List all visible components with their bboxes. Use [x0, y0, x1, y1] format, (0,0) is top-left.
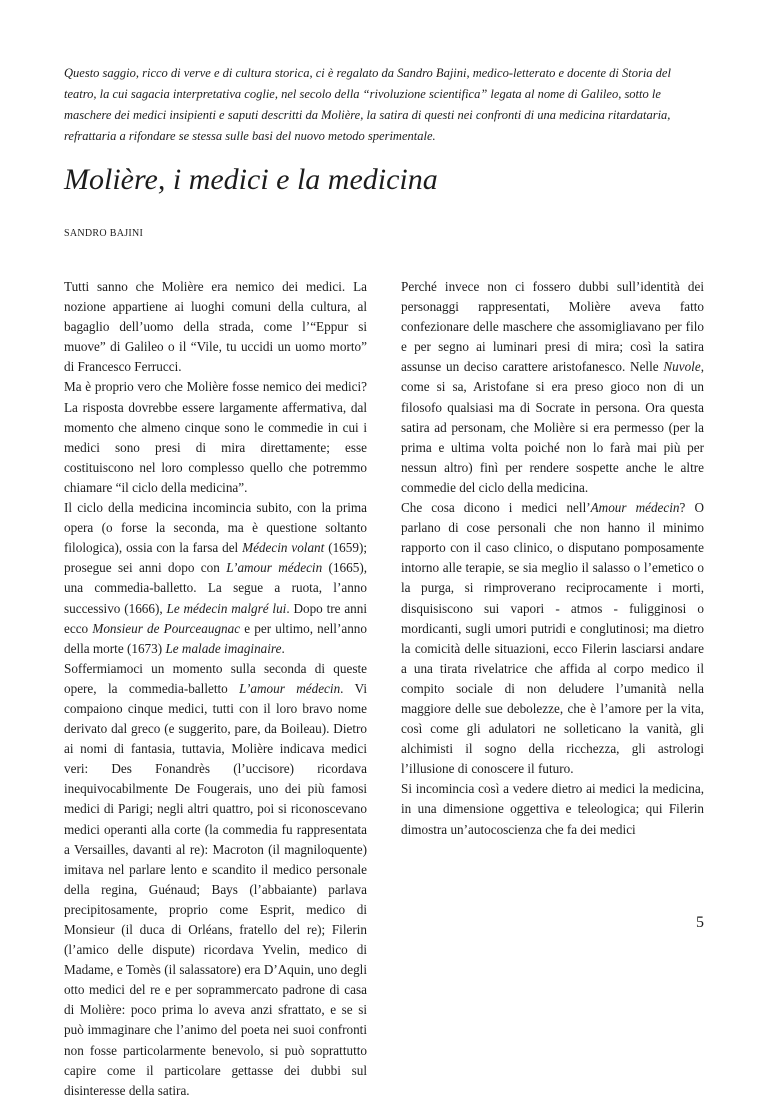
- work-title: Nuvole: [663, 359, 701, 375]
- work-title: Le malade imaginaire: [165, 640, 282, 656]
- text-run: , come si sa, Aristofane si era preso gioco non di un filosofo qualsiasi ma di Socrate in persona. Ora questa satira ad personam, che Molière si era permesso (per la prima e ultima volta poiché non lo farà mai più per nessun altro) finì per rendere sospette anche le altre commedie del ciclo della medicina.: [401, 359, 704, 495]
- work-title: Le médecin malgré lui: [166, 600, 287, 616]
- text-column-left: [64, 277, 367, 1101]
- text-run: Il ciclo della medicina incomincia subito, con la prima opera (o forse la seconda, ma è questione soltanto filologica), ossia con la farsa del: [64, 500, 367, 556]
- paragraph-1: Tutti sanno che Molière era nemico dei medici. La nozione appartiene ai luoghi comuni della cultura, al bagaglio dell’uomo della strada, come l’“Eppur si muove” di Galileo o il “Vile, tu uccidi un uomo morto” di Francesco Ferrucci.: [64, 279, 367, 375]
- text-run: .: [281, 640, 285, 656]
- author-name: SANDRO BAJINI: [64, 228, 144, 239]
- text-run: (1659); prosegue sei anni dopo con: [64, 540, 368, 576]
- paragraph-2: Ma è proprio vero che Molière fosse nemico dei medici? La risposta dovrebbe essere largamente affermativa, dal momento che almeno cinque sono le commedie in cui i medici sono presi di mira direttamente; esse costituiscono nel loro complesso quello che potremmo chiamare “il ciclo della medicina”.: [64, 379, 367, 495]
- text-run: ? O parlano di cose personali che non hanno il minimo rapporto con il caso clinico, o disputano pomposamente intorno alle terapie, se sia meglio il salasso o l’emetico o la purga, si rimproverano reciprocamente i morti, disquisiscono sui vapori - atmos - fuligginosi o mordicanti, sugli umori putridi e conglutinosi; ma dietro la comicità delle situazioni, ecco Filerin lasciarsi andare a una tirata rivelatrice che affida al corpo medico il compito sociale di non deludere l’umanità nella maggiore delle sue debolezze, che è l’amore per la vita, così come gli adulatori ne solleticano la vanità, gli alchimisti il sogno della ricchezza, gli astrologi l’illusione di conoscere il futuro.: [401, 500, 704, 777]
- paragraph-3: [64, 498, 367, 659]
- page-number: 5: [696, 914, 704, 931]
- text-run: Che cosa dicono i medici nell’: [401, 500, 591, 516]
- paragraph-5: [401, 277, 704, 498]
- work-title: L’amour médecin: [239, 680, 341, 696]
- work-title: L’amour médecin: [226, 560, 323, 576]
- paragraph-4: [64, 659, 367, 1101]
- text-run: . Dopo tre anni ecco: [64, 600, 368, 636]
- article-title: Molière, i medici e la medicina: [64, 163, 438, 196]
- work-title: Médecin volant: [242, 540, 325, 556]
- work-title: Amour médecin: [590, 500, 680, 516]
- paragraph-6: [401, 498, 704, 779]
- text-run: Perché invece non ci fossero dubbi sull’identità dei personaggi rappresentati, Molière aveva fatto confezionare delle maschere che assomigliavano per filo e per segno ai luminari presi di mira; così la satira assunse un deciso carattere aristofanesco. Nelle: [401, 279, 704, 375]
- text-run: e per ultimo, nell’anno della morte (1673): [64, 620, 367, 656]
- paragraph-7: Si incomincia così a vedere dietro ai medici la medicina, in una dimensione oggettiva e teleologica; qui Filerin dimostra un’autocoscienza che fa dei medici: [401, 781, 704, 837]
- text-run: (1665), una commedia-balletto. La segue a ruota, l’anno successivo (1666),: [64, 560, 368, 616]
- text-run: . Vi compaiono cinque medici, tutti con il loro bravo nome derivato dal greco (e suggerito, pare, da Boileau). Dietro ai nomi di fantasia, tuttavia, Molière indicava medici veri: Des Fonandrès (l’uccisore) ricordava inequivocabilmente De Fougerais, uno dei più famosi medici di Parigi; negli altri quattro, poi si riconoscevano medici operanti alla corte (la commedia fu rappresentata a Versailles, davanti al re): Macroton (il magniloquente) imitava nel parlare lento e scandito il medico personale della regina, Guénaud; Bays (l’abbaiante) parlava precipitosamente, proprio come Esprit, medico di Monsieur (il duca di Orléans, fratello del re); Filerin (l’amico delle dispute) ricordava Yvelin, medico di Madame, e Tomès (il salassatore) era D’Aquin, uno degli otto medici del re e per soprammercato padrone di casa di Molière: poco prima lo aveva anzi sfrattato, e se si può immaginare che l’animo del poeta nei suoi confronti non fosse particolarmente benevolo, si può soprattutto capire come il particolare gettasse dei dubbi sul disinteresse della satira.: [64, 680, 368, 1098]
- work-title: Monsieur de Pourceaugnac: [92, 620, 241, 636]
- text-column-right: [401, 277, 704, 840]
- text-run: Soffermiamoci un momento sulla seconda di queste opere, la commedia-balletto: [64, 660, 367, 696]
- abstract: Questo saggio, ricco di verve e di cultura storica, ci è regalato da Sandro Bajini, medico-letterato e docente di Storia del teatro, la cui sagacia interpretativa coglie, nel secolo della “rivoluzione scientifica” legata al nome di Galileo, sotto le maschere dei medici insipienti e saputi descritti da Molière, la satira di questi nei confronti di una medicina ritardataria, refrattaria a rifondare se stessa sulle basi del nuovo metodo sperimentale.: [64, 66, 671, 143]
